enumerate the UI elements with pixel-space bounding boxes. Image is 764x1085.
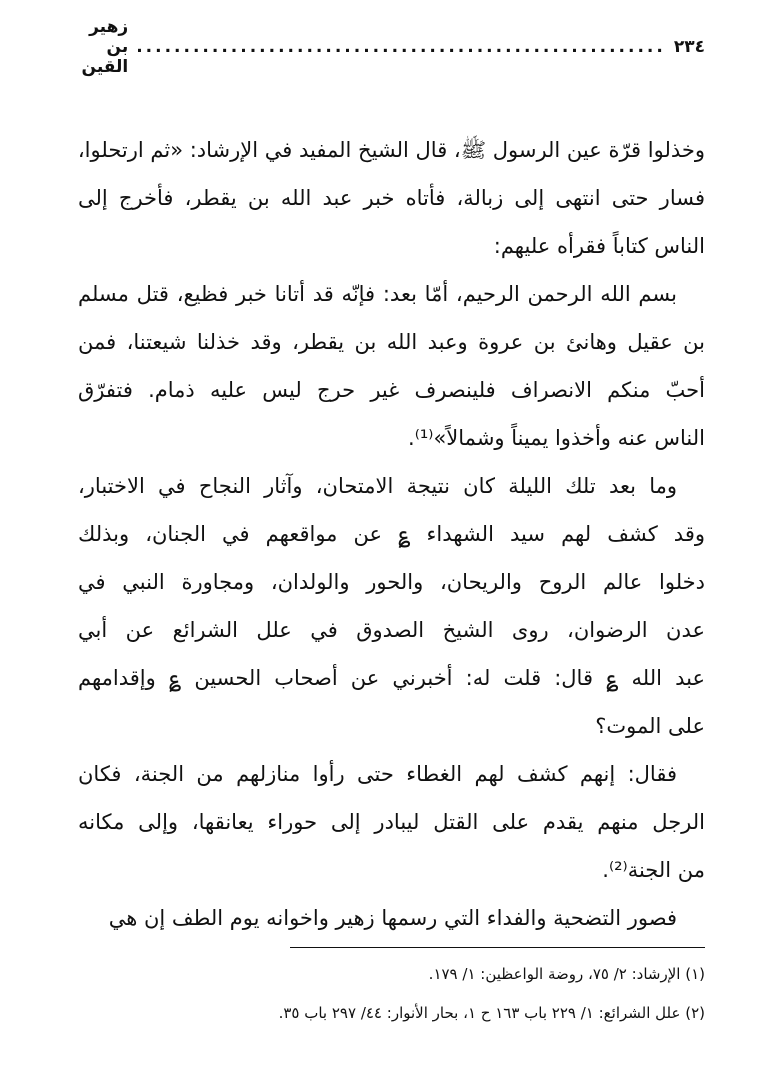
page-number: ٢٣٤ — [673, 37, 705, 57]
body-line: الناس عنه وأخذوا يميناً وشمالاً»⁽¹⁾. — [408, 426, 705, 450]
body-line: الناس كتاباً فقرأه عليهم: — [493, 234, 705, 258]
body-line: أحبّ منكم الانصراف فلينصرف غير حرج ليس عليه ذمام. فتفرّق — [78, 378, 705, 402]
body-line: عبد الله ؏ قال: قلت له: أخبرني عن أصحاب الحسين ؏ وإقدامهم — [78, 666, 705, 690]
body-line: فسار حتى انتهى إلى زبالة، فأتاه خبر عبد الله بن يقطر، فأخرج إلى — [78, 186, 705, 210]
footnote-1: (١) الإرشاد: ٢/ ٧٥، روضة الواعظين: ١/ ١٧٩. — [428, 965, 705, 983]
running-title: زهير بن القين — [81, 17, 129, 77]
body-line: بسم الله الرحمن الرحيم، أمّا بعد: فإنّه قد أتانا خبر فظيع، قتل مسلم — [78, 282, 677, 306]
header-leader-dots: ........................................................ — [136, 37, 666, 57]
body-line: عدن الرضوان، روى الشيخ الصدوق في علل الشرائع عن أبي — [78, 618, 705, 642]
footnote-separator — [290, 947, 705, 948]
body-line: على الموت؟ — [595, 714, 705, 738]
body-line: وخذلوا قرّة عين الرسول ﷺ، قال الشيخ المفيد في الإرشاد: «ثم ارتحلوا، — [77, 138, 705, 162]
body-line: الرجل منهم يقدم على القتل ليبادر إلى حوراء يعانقها، وإلى مكانه — [78, 810, 705, 834]
body-line: بن عقيل وهانئ بن عروة وعبد الله بن يقطر، وقد خذلنا شيعتنا، فمن — [78, 330, 705, 354]
body-line: دخلوا عالم الروح والريحان، والحور والولدان، ومجاورة النبي في — [78, 570, 705, 594]
body-line: فقال: إنهم كشف لهم الغطاء حتى رأوا منازلهم من الجنة، فكان — [78, 762, 677, 786]
running-header — [81, 17, 705, 77]
footnote-2: (٢) علل الشرائع: ١/ ٢٢٩ باب ١٦٣ ح ١، بحار الأنوار: ٤٤/ ٢٩٧ باب ٣٥. — [278, 1004, 705, 1022]
body-line: وقد كشف لهم سيد الشهداء ؏ عن مواقعهم في الجنان، وبذلك — [78, 522, 705, 546]
body-line: وما بعد تلك الليلة كان نتيجة الامتحان، وآثار النجاح في الاختبار، — [78, 474, 677, 498]
body-line: فصور التضحية والفداء التي رسمها زهير واخوانه يوم الطف إن هي — [108, 906, 677, 930]
body-line: من الجنة⁽²⁾. — [602, 858, 705, 882]
